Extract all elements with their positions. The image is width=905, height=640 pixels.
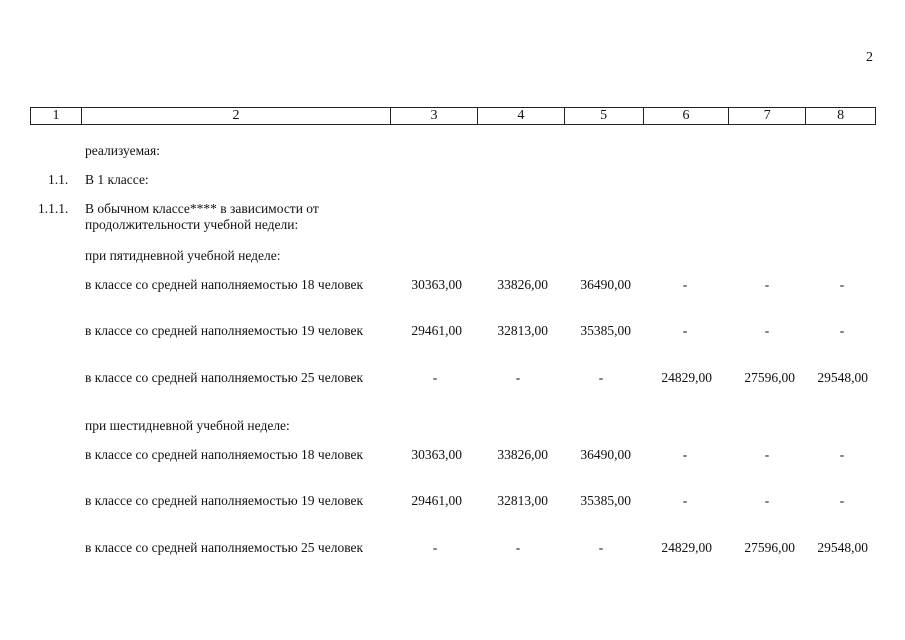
cell-col-8: - (839, 277, 845, 292)
header-col-4: 4 (478, 108, 565, 124)
row-text: реализуемая: (85, 143, 160, 158)
header-col-3: 3 (391, 108, 478, 124)
cell-col-6: - (682, 447, 688, 462)
row-text: при пятидневной учебной неделе: (85, 248, 281, 263)
header-col-7: 7 (729, 108, 806, 124)
cell-col-7: 27596,00 (744, 370, 795, 385)
cell-col-8: - (839, 493, 845, 508)
cell-col-6: 24829,00 (661, 370, 712, 385)
row-text: в классе со средней наполняемостью 19 человек (85, 323, 364, 338)
header-col-1: 1 (31, 108, 82, 124)
row-text: В 1 классе: (85, 172, 149, 187)
header-col-6: 6 (644, 108, 730, 124)
page-number: 2 (866, 50, 873, 65)
cell-col-4: 33826,00 (497, 447, 548, 462)
header-col-2: 2 (82, 108, 391, 124)
cell-col-8: - (839, 323, 845, 338)
row-text: в классе со средней наполняемостью 19 человек (85, 493, 364, 508)
cell-col-8: - (839, 447, 845, 462)
cell-col-3: - (432, 540, 438, 555)
cell-col-7: - (764, 447, 770, 462)
cell-col-6: - (682, 493, 688, 508)
cell-col-5: 35385,00 (580, 493, 631, 508)
header-col-5: 5 (565, 108, 644, 124)
cell-col-6: - (682, 277, 688, 292)
cell-col-5: - (598, 370, 604, 385)
cell-col-5: 36490,00 (580, 447, 631, 462)
cell-col-4: 33826,00 (497, 277, 548, 292)
cell-col-5: 36490,00 (580, 277, 631, 292)
cell-col-7: 27596,00 (744, 540, 795, 555)
cell-col-8: 29548,00 (817, 370, 868, 385)
cell-col-4: - (515, 370, 521, 385)
cell-col-5: 35385,00 (580, 323, 631, 338)
table-header (30, 107, 876, 125)
cell-col-3: 29461,00 (411, 493, 462, 508)
row-text: при шестидневной учебной неделе: (85, 418, 290, 433)
cell-col-3: - (432, 370, 438, 385)
cell-col-3: 30363,00 (411, 277, 462, 292)
cell-col-3: 30363,00 (411, 447, 462, 462)
cell-col-7: - (764, 277, 770, 292)
row-text: в классе со средней наполняемостью 25 человек (85, 370, 364, 385)
cell-col-7: - (764, 323, 770, 338)
cell-col-6: 24829,00 (661, 540, 712, 555)
row-text: В обычном классе**** в зависимости от продолжительности учебной недели: (85, 201, 319, 232)
row-text: в классе со средней наполняемостью 18 человек (85, 277, 364, 292)
cell-col-7: - (764, 493, 770, 508)
cell-col-4: - (515, 540, 521, 555)
header-col-8: 8 (837, 108, 845, 123)
cell-col-8: 29548,00 (817, 540, 868, 555)
cell-col-5: - (598, 540, 604, 555)
cell-col-4: 32813,00 (497, 323, 548, 338)
row-text: в классе со средней наполняемостью 18 человек (85, 447, 364, 462)
cell-col-3: 29461,00 (411, 323, 462, 338)
cell-col-4: 32813,00 (497, 493, 548, 508)
row-number: 1.1. (48, 172, 69, 187)
cell-col-6: - (682, 323, 688, 338)
row-text: в классе со средней наполняемостью 25 человек (85, 540, 364, 555)
row-number: 1.1.1. (38, 201, 69, 216)
